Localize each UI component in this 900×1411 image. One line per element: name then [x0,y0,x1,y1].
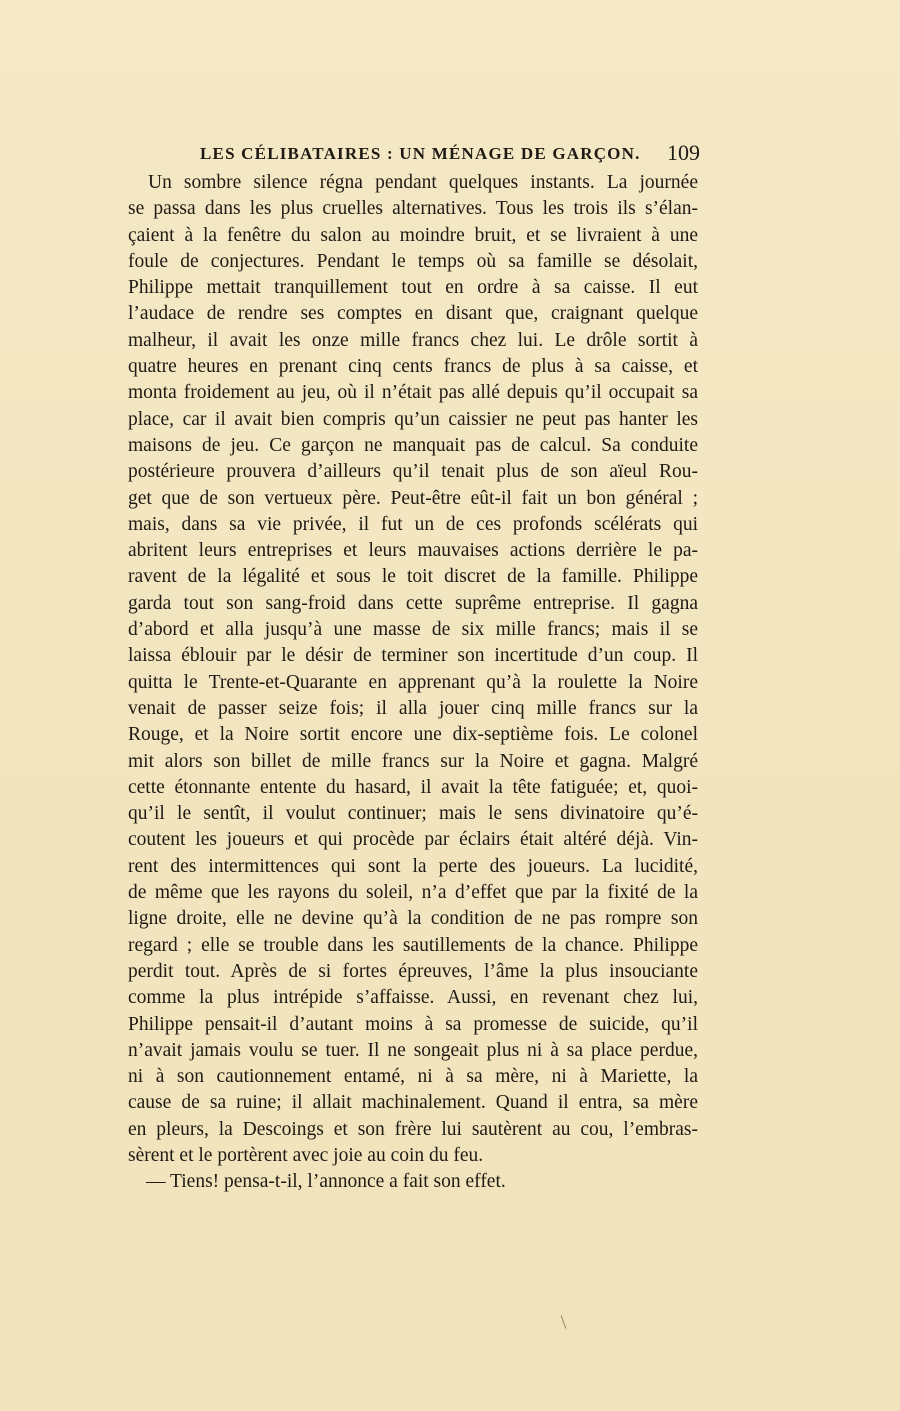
text-line: Philippe pensait-il d’autant moins à sa promesse de suicide, qu’il [128,1013,698,1035]
text-line: malheur, il avait les onze mille francs chez lui. Le drôle sortit à [128,329,698,351]
text-line: Un sombre silence régna pendant quelques instants. La journée [148,172,698,193]
body-text [128,170,698,1196]
text-line: rent des intermittences qui sont la perte des joueurs. La lucidité, [128,855,698,877]
text-line: monta froidement au jeu, où il n’était pas allé depuis qu’il occupait sa [128,382,698,404]
text-line: çaient à la fenêtre du salon au moindre bruit, et se livraient à une [128,224,698,246]
text-line: Philippe mettait tranquillement tout en ordre à sa caisse. Il eut [128,277,698,299]
text-line: en pleurs, la Descoings et son frère lui sautèrent au cou, l’embras- [128,1118,698,1140]
text-line: garda tout son sang-froid dans cette suprême entreprise. Il gagna [128,592,698,614]
text-line: de même que les rayons du soleil, n’a d’effet que par la fixité de la [128,882,698,904]
text-line: se passa dans les plus cruelles alternatives. Tous les trois ils s’élan- [128,198,698,220]
text-line: abritent leurs entreprises et leurs mauvaises actions derrière le pa- [128,540,698,562]
text-line: ni à son cautionnement entamé, ni à sa mère, ni à Mariette, la [128,1066,698,1088]
dialogue-line: — Tiens! pensa-t-il, l’annonce a fait son effet. [146,1171,506,1193]
page-number: 109 [667,140,700,165]
text-line: comme la plus intrépide s’affaisse. Aussi, en revenant chez lui, [128,987,698,1009]
text-line: perdit tout. Après de si fortes épreuves, l’âme la plus insouciante [128,960,698,982]
text-line: sèrent et le portèrent avec joie au coin du feu. [128,1144,484,1166]
text-line: d’abord et alla jusqu’à une masse de six mille francs; mais il se [128,619,698,641]
text-line: venait de passer seize fois; il alla jouer cinq mille francs sur la [128,697,698,719]
text-line: maisons de jeu. Ce garçon ne manquait pas de calcul. Sa conduite [128,434,698,456]
text-line: quitta le Trente-et-Quarante en apprenant qu’à la roulette la Noire [128,671,698,693]
text-line: mit alors son billet de mille francs sur la Noire et gagna. Malgré [128,750,698,772]
margin-mark [561,1315,567,1328]
text-line: cause de sa ruine; il allait machinalement. Quand il entra, sa mère [128,1092,698,1114]
text-line: postérieure prouvera d’ailleurs qu’il tenait plus de son aïeul Rou- [128,461,698,483]
text-line: laissa éblouir par le désir de terminer son incertitude d’un coup. Il [128,645,698,667]
text-line: ravent de la légalité et sous le toit discret de la famille. Philippe [128,566,698,588]
text-line: quatre heures en prenant cinq cents francs de plus à sa caisse, et [128,356,698,378]
running-title: LES CÉLIBATAIRES : UN MÉNAGE DE GARÇON. [200,144,641,163]
running-head [200,140,700,170]
text-line: n’avait jamais voulu se tuer. Il ne songeait plus ni à sa place perdue, [128,1039,698,1061]
text-line: l’audace de rendre ses comptes en disant que, craignant quelque [128,303,698,325]
text-line: cette étonnante entente du hasard, il avait la tête fatiguée; et, quoi- [128,776,698,798]
text-line: ligne droite, elle ne devine qu’à la condition de ne pas rompre son [128,908,698,930]
text-line: foule de conjectures. Pendant le temps où sa famille se désolait, [128,250,698,272]
text-line: get que de son vertueux père. Peut-être eût-il fait un bon général ; [128,487,698,509]
text-line: place, car il avait bien compris qu’un caissier ne peut pas hanter les [128,408,698,430]
text-line: mais, dans sa vie privée, il fut un de ces profonds scélérats qui [128,513,698,535]
text-line: qu’il le sentît, il voulut continuer; mais le sens divinatoire qu’é- [128,803,698,825]
text-line: regard ; elle se trouble dans les sautillements de la chance. Philippe [128,934,698,956]
text-line: coutent les joueurs et qui procède par éclairs était altéré déjà. Vin- [128,829,698,851]
text-line: Rouge, et la Noire sortit encore une dix-septième fois. Le colonel [128,724,698,746]
